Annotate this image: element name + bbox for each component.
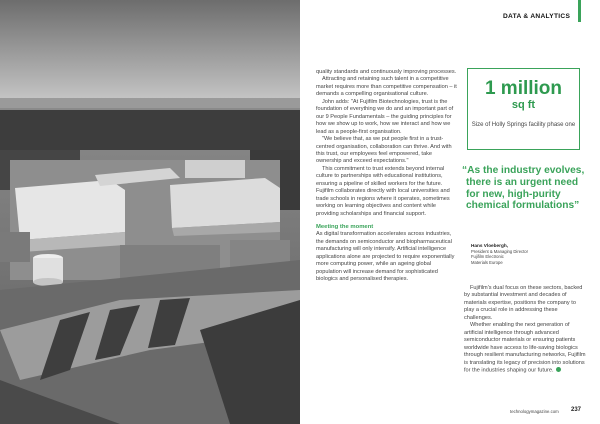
article-paragraph: As digital transformation accelerates across industries, the demands on semiconductor and biopharmaceutical manufacturing will only intensify. Artificial intelligence applications alone are projected to require exponentially more computing power, while an ageing global population will increase demand for sophisticated biologics and personalised therapies. (316, 231, 455, 283)
footer-url: technologymagazine.com (510, 409, 559, 414)
quote-title-line: President & Managing Director (471, 249, 529, 254)
section-label: DATA & ANALYTICS (503, 13, 571, 20)
pull-quote: “As the industry evolves, there is an urgent need for new, high-purity chemical formulations” (462, 165, 585, 212)
article-paragraph: Fujifilm's dual focus on these sectors, backed by substantial investment and decades of materials expertise, positions the company to play a crucial role in addressing these challenges. (464, 285, 583, 321)
quote-title-line: Materials Europe (471, 259, 503, 265)
article-paragraph: "We believe that, as we put people first in a trust-centred organisation, collaboration can thrive. And with this trust, our employees feel empowered, take ownership and exceed expectations." (316, 136, 452, 165)
stat-caption: Size of Holly Springs facility phase one (471, 122, 576, 128)
end-of-article-icon (556, 367, 561, 372)
article-paragraph: quality standards and continuously improving processes. (316, 69, 457, 75)
article-paragraph-text: Whether enabling the next generation of artificial intelligence through advanced semiconductor materials or ensuring patients worldwide have access to life-saving biologics through resilient manufacturing networks, Fujifilm is translating its legacy of precision into solutions for the industries shaping our future. (464, 322, 586, 374)
article-paragraph-last (464, 322, 586, 375)
article-paragraph: John adds: "At Fujifilm Biotechnologies, trust is the foundation of everything we do and an important part of our 9 People Fundamentals – the guiding principles for how we show up to work, how we interact and how we lead as a people-first organisation. (316, 98, 454, 135)
article-paragraph: This commitment to trust extends beyond internal culture to partnerships with educational institutions, ensuring a pipeline of skilled workers for the future. Fujifilm collaborates directly with local universities and trade schools in regions where it operates, sometimes working on learning objectives and content while providing scholarships and financial support. (316, 165, 450, 217)
header-accent-bar (578, 0, 581, 22)
article-paragraph: Attracting and retaining such talent in a competitive market requires more than competitive compensation – it demands a compelling organisational culture. (316, 76, 457, 98)
page-number: 237 (571, 407, 582, 413)
article-column-main (316, 69, 458, 284)
stat-value: 1 million (484, 78, 563, 99)
quote-attribution-name: Hans Vloebergh, (471, 243, 508, 248)
quote-title-line: Fujifilm Electronic (471, 254, 504, 260)
article-column-right (464, 285, 586, 375)
stat-unit: sq ft (511, 99, 536, 111)
stat-box (467, 68, 580, 150)
article-subheading: Meeting the moment (316, 224, 374, 231)
quote-attribution-title (471, 249, 581, 265)
